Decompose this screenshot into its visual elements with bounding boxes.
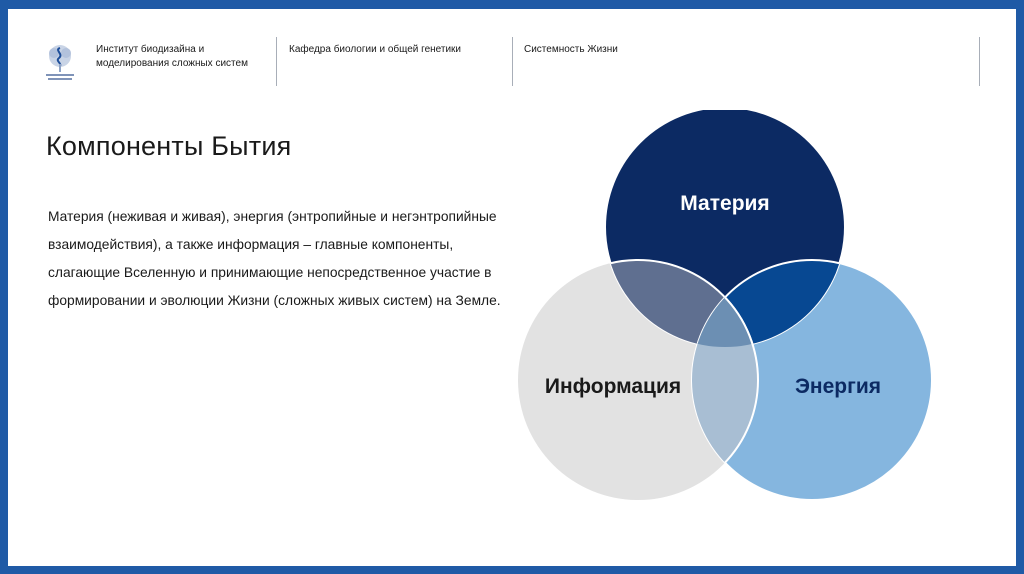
matter-label: Материя bbox=[680, 192, 770, 215]
energy-label: Энергия bbox=[794, 375, 882, 398]
header-divider bbox=[512, 37, 513, 86]
venn-diagram bbox=[515, 110, 940, 505]
header-divider bbox=[979, 37, 980, 86]
information-label: Информация bbox=[544, 375, 682, 398]
header-institute: Институт биодизайна и моделирования сложных систем bbox=[96, 44, 248, 69]
header-department: Кафедра биологии и общей генетики bbox=[289, 44, 462, 55]
slide-title: Компоненты Бытия bbox=[46, 131, 292, 161]
slide-body-text: Материя (неживая и живая), энергия (энтропийные и негэнтропийные взаимодействия), а также информация – главные компоненты, слагающие Вселенную и принимающие непосредственное участие в формировании и эволюции Жизни (сложных живых систем) на Земле. bbox=[48, 209, 501, 308]
header-section: Системность Жизни bbox=[524, 44, 618, 55]
header-divider bbox=[276, 37, 277, 86]
university-logo bbox=[40, 42, 80, 86]
